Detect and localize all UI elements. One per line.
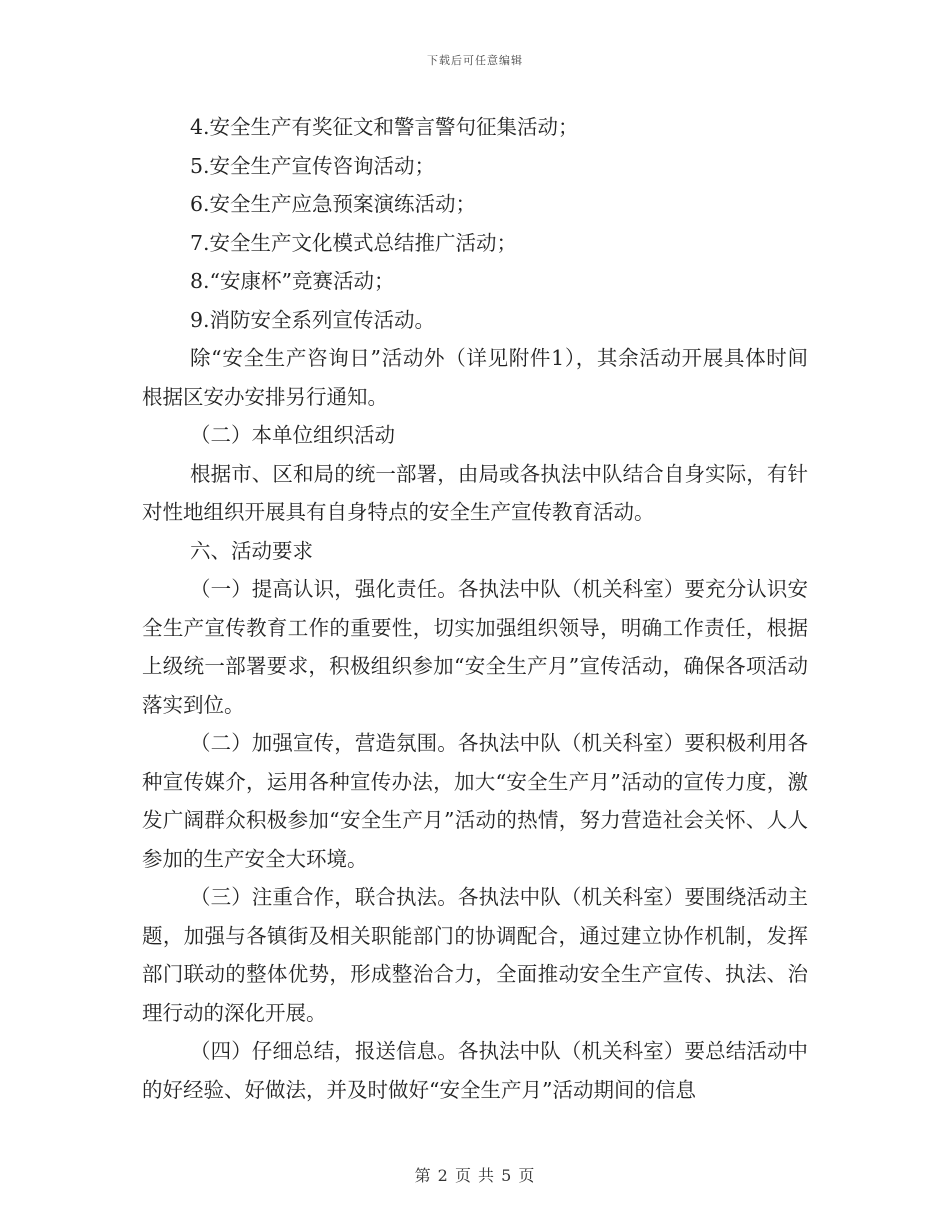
list-item-5: 5.安全生产宣传咨询活动； [190, 153, 436, 178]
requirement-paragraph-1: （一）提高认识，强化责任。各执法中队（机关科室）要充分认识安全生产宣传教育工作的重要性，切实加强组织领导，明确工作责任，根据上级统一部署要求，积极组织参加“安全生产月”宣传活动，确保各项活动落实到位。 [142, 577, 808, 717]
list-item-7: 7.安全生产文化模式总结推广活动； [190, 230, 518, 255]
requirement-paragraph-2: （二）加强宣传，营造氛围。各执法中队（机关科室）要积极利用各种宣传媒介，运用各种宣传办法，加大“安全生产月”活动的宣传力度，激发广阔群众积极参加“安全生产月”活动的热情，努力营造社会关怀、人人参加的生产安全大环境。 [142, 731, 808, 871]
page-header-note: 下载后可任意编辑 [427, 54, 523, 67]
unit-activities-paragraph: 根据市、区和局的统一部署，由局或各执法中队结合自身实际，有针对性地组织开展具有自身特点的安全生产宣传教育活动。 [142, 461, 808, 524]
requirement-paragraph-4: （四）仔细总结，报送信息。各执法中队（机关科室）要总结活动中的好经验、好做法，并及时做好“安全生产月”活动期间的信息 [142, 1039, 808, 1102]
document-body [142, 108, 808, 1109]
requirement-paragraph-3: （三）注重合作，联合执法。各执法中队（机关科室）要围绕活动主题，加强与各镇街及相关职能部门的协调配合，通过建立协作机制，发挥部门联动的整体优势，形成整治合力，全面推动安全生产宣传、执法、治理行动的深化开展。 [142, 885, 808, 1025]
section-heading-unit-activities: （二）本单位组织活动 [190, 423, 395, 447]
list-item-9: 9.消防安全系列宣传活动。 [190, 307, 436, 332]
schedule-paragraph: 除“安全生产咨询日”活动外（详见附件1），其余活动开展具体时间根据区安办安排另行通知。 [142, 346, 808, 409]
section-heading-requirements: 六、活动要求 [190, 538, 313, 563]
page-number: 第 2 页 共 5 页 [414, 1166, 536, 1185]
list-item-4: 4.安全生产有奖征文和警言警句征集活动； [190, 115, 579, 139]
list-item-6: 6.安全生产应急预案演练活动； [190, 192, 477, 216]
list-item-8: 8.“安康杯”竞赛活动； [190, 269, 395, 293]
